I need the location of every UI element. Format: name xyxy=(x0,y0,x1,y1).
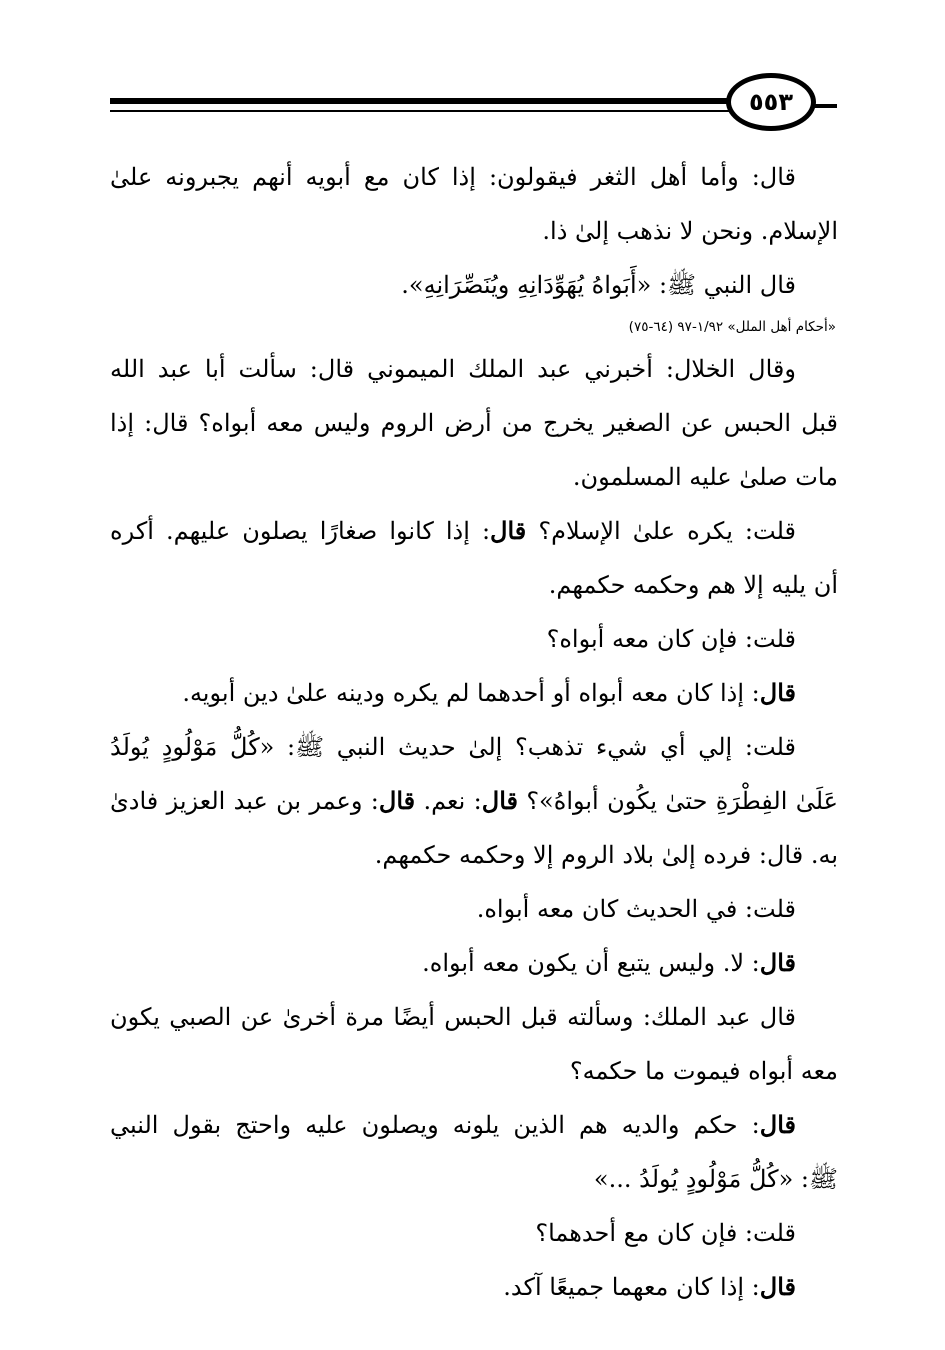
qal-label: قال xyxy=(490,516,527,545)
text-line: قلت: فإن كان معه أبواه؟ xyxy=(546,625,796,653)
text-line: قلت: فإن كان مع أحدهما؟ xyxy=(535,1219,796,1247)
page-header xyxy=(0,0,945,150)
text-line xyxy=(110,774,838,828)
text-line: به. قال: فرده إلىٰ بلاد الروم إلا وحكمه حكمهم. xyxy=(374,841,838,869)
page-number-badge xyxy=(726,73,816,131)
line-segment: قلت: يكره علىٰ الإسلام؟ xyxy=(526,517,797,545)
text-line: قبل الحبس عن الصغير يخرج من أرض الروم وليس معه أبواه؟ قال: إذا xyxy=(110,409,838,437)
text-line xyxy=(110,936,838,990)
text-line: قلت: في الحديث كان معه أبواه. xyxy=(476,895,796,923)
text-line: وقال الخلال: أخبرني عبد الملك الميموني قال: سألت أبا عبد الله xyxy=(110,355,796,383)
line-segment: : وعمر بن عبد العزيز فادىٰ xyxy=(110,787,379,815)
qal-label: قال xyxy=(759,1272,796,1301)
text-line: الإسلام. ونحن لا نذهب إلىٰ ذا. xyxy=(542,217,838,245)
text-line xyxy=(110,1260,838,1314)
line-segment: : إذا كان معه أبواه أو أحدهما لم يكره ودينه علىٰ دين أبويه. xyxy=(182,679,760,707)
line-segment: : نعم. xyxy=(415,787,482,815)
text-line xyxy=(110,1098,838,1152)
text-line: قال عبد الملك: وسألته قبل الحبس أيضًا مرة أخرىٰ عن الصبي يكون xyxy=(110,1003,796,1031)
qal-label: قال xyxy=(378,786,416,815)
text-line: ﷺ: «كُلُّ مَوْلُودٍ يُولَدُ ...» xyxy=(593,1165,838,1193)
text-line: أن يليه إلا هم وحكمه حكمهم. xyxy=(548,571,838,599)
qal-label: قال xyxy=(481,786,518,815)
text-line: معه أبواه فيموت ما حكمه؟ xyxy=(569,1057,838,1085)
citation-line: «أحكام أهل الملل» ١/٩٢-٩٧ (٦٤-٧٥) xyxy=(628,319,836,335)
text-line xyxy=(110,666,838,720)
line-segment: : حكم والديه هم الذين يلونه ويصلون عليه واحتج بقول النبي xyxy=(110,1111,760,1139)
line-segment: : إذا كان معهما جميعًا آكد. xyxy=(503,1273,760,1301)
qal-label: قال xyxy=(759,1110,796,1139)
page-number: ٥٥٣ xyxy=(749,88,793,116)
header-rule-thin xyxy=(110,110,730,112)
page-body xyxy=(110,150,838,1314)
text-line: قال: وأما أهل الثغر فيقولون: إذا كان مع أبويه أنهم يجبرونه علىٰ xyxy=(110,163,796,191)
line-segment: عَلَىٰ الفِطْرَةِ حتىٰ يكُون أبواهُ»؟ xyxy=(517,787,838,815)
text-line xyxy=(110,504,838,558)
header-rule-right xyxy=(815,104,837,108)
line-segment: : إذا كانوا صغارًا يصلون عليهم. أكره xyxy=(110,517,491,545)
text-line: قلت: إلي أي شيء تذهب؟ إلىٰ حديث النبي ﷺ: «كُلُّ مَوْلُودٍ يُولَدُ xyxy=(110,733,796,761)
qal-label: قال xyxy=(759,948,796,977)
line-segment: : لا. وليس يتبع أن يكون معه أبواه. xyxy=(422,949,760,977)
text-line: قال النبي ﷺ: «أَبَواهُ يُهَوِّدَانِهِ ويُنَصِّرَانِهِ». xyxy=(401,271,796,299)
qal-label: قال xyxy=(759,678,796,707)
text-line: مات صلىٰ عليه المسلمون. xyxy=(572,463,838,491)
header-rule-thick xyxy=(110,98,730,104)
